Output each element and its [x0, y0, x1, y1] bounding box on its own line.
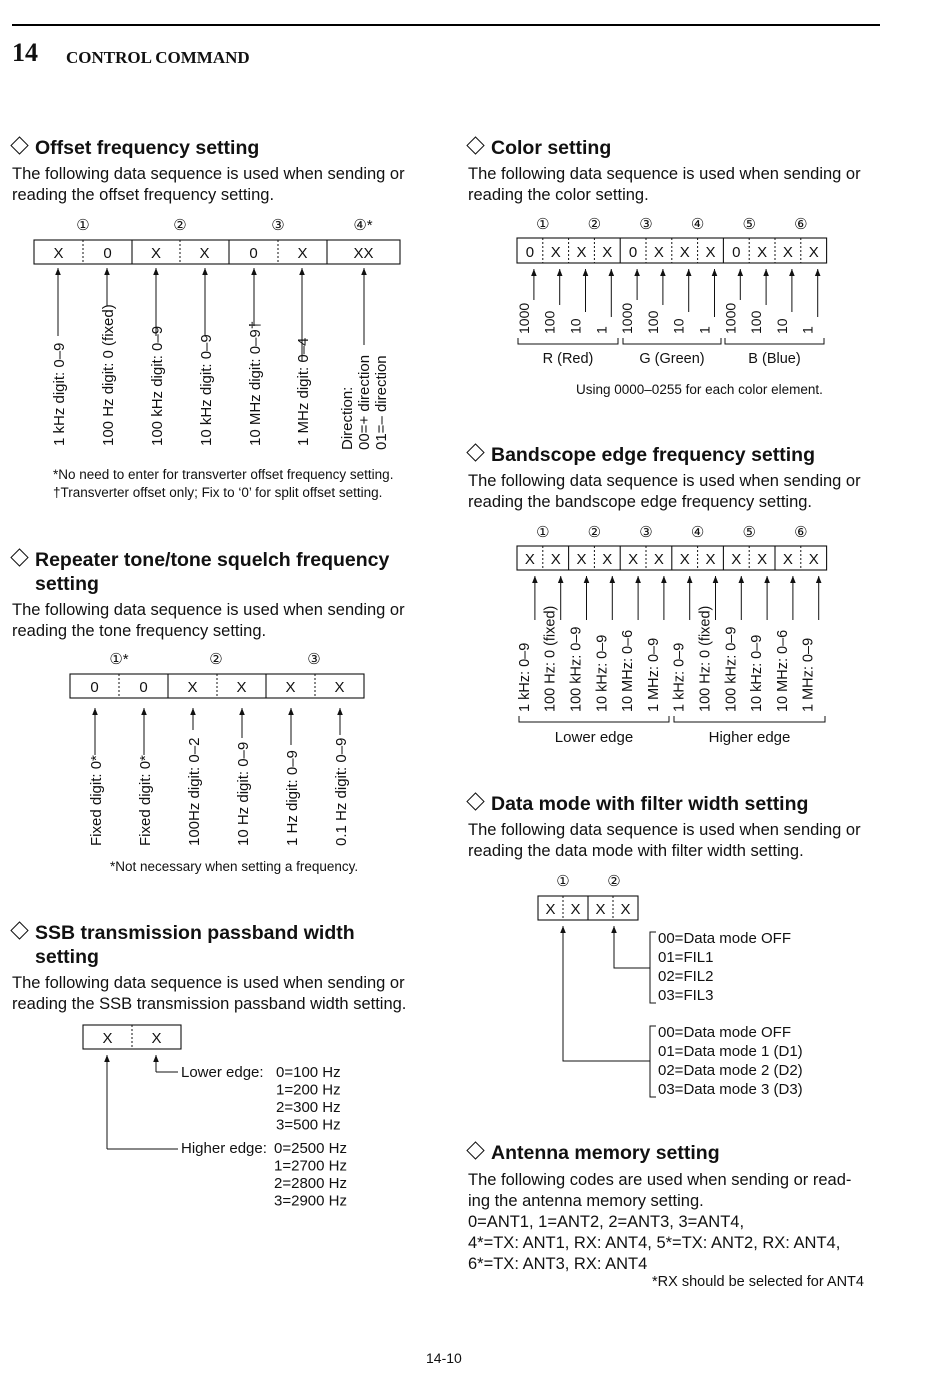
repeater-cell: X [236, 679, 247, 696]
color-cell: X [550, 244, 561, 261]
bandscope-cell: X [550, 551, 561, 568]
datamode-arrow [614, 926, 650, 968]
color-cell: X [705, 244, 716, 261]
bandscope-field-label: 1 MHz: 0–9 [645, 637, 662, 712]
bandscope-title: Bandscope edge frequency setting [491, 444, 815, 466]
ssb-lower-value: 2=300 Hz [276, 1099, 341, 1116]
repeater-cell: X [334, 679, 345, 696]
bandscope-desc-2: reading the bandscope edge frequency setting. [468, 493, 813, 511]
page-number: 14-10 [426, 1350, 462, 1366]
offset-note-1: *No need to enter for transverter offset frequency setting. [53, 467, 394, 482]
color-number: ③ [639, 216, 653, 233]
repeater-note: *Not necessary when setting a frequency. [110, 859, 359, 874]
offset-number: ① [76, 217, 90, 234]
color-digit: 1 [696, 326, 713, 334]
color-desc-2: reading the color setting. [468, 186, 649, 204]
offset-cell: X [150, 245, 162, 262]
color-group-label: B (Blue) [748, 351, 801, 367]
color-number: ⑤ [742, 216, 756, 233]
bandscope-field-label: 100 Hz: 0 (fixed) [542, 605, 559, 712]
bandscope-field-label: 1 MHz: 0–9 [800, 637, 817, 712]
bandscope-cell: X [576, 551, 587, 568]
bandscope-cell: X [524, 551, 535, 568]
color-cell: X [653, 244, 664, 261]
repeater-field-label: Fixed digit: 0* [88, 755, 105, 846]
color-digit: 1000 [515, 302, 532, 334]
antenna-line-3: 0=ANT1, 1=ANT2, 2=ANT3, 3=ANT4, [468, 1213, 745, 1231]
ssb-lower-value: 1=200 Hz [276, 1081, 341, 1099]
bandscope-field-label: 100 kHz: 0–9 [568, 626, 585, 712]
color-group-label: G (Green) [639, 351, 705, 367]
offset-box [34, 240, 400, 264]
offset-note-2: †Transverter offset only; Fix to ‘0’ for split offset setting. [53, 485, 383, 500]
chapter-title: CONTROL COMMAND [66, 48, 250, 67]
color-cell: X [602, 244, 613, 261]
offset-desc-2: reading the offset frequency setting. [12, 186, 275, 204]
color-digit: 1000 [619, 302, 636, 334]
offset-field-label: 100 Hz digit: 0 (fixed) [100, 304, 117, 446]
bandscope-cell: X [705, 551, 716, 568]
color-digit: 10 [773, 318, 790, 334]
repeater-field-label: Fixed digit: 0* [137, 755, 154, 846]
color-cell: 0 [525, 244, 535, 261]
datamode-number: ① [556, 873, 570, 890]
offset-field-label: 100 kHz digit: 0–9 [149, 325, 166, 446]
color-digit: 1 [799, 326, 816, 334]
repeater-title-2: setting [35, 573, 99, 595]
bandscope-cell: X [628, 551, 639, 568]
offset-cell: 0 [249, 245, 258, 262]
color-diagram [516, 216, 827, 367]
bandscope-field-label: 100 kHz: 0–9 [723, 626, 740, 712]
offset-cell: XX [353, 245, 374, 262]
bandscope-field-label: 10 MHz: 0–6 [774, 629, 791, 712]
datamode-filter-value: 00=Data mode OFF [658, 930, 791, 947]
bandscope-field-label: 10 kHz: 0–9 [749, 634, 766, 712]
repeater-number: ①* [109, 651, 129, 668]
color-note: Using 0000–0255 for each color element. [576, 382, 823, 397]
color-bracket [518, 338, 618, 344]
bandscope-group-label: Lower edge [554, 729, 634, 746]
bandscope-number: ① [536, 524, 550, 541]
repeater-desc-1: The following data sequence is used when sending or [12, 601, 405, 619]
bandscope-cell: X [602, 551, 613, 568]
datamode-arrow [563, 926, 650, 1061]
repeater-field-label: 100Hz digit: 0–2 [186, 737, 203, 846]
bandscope-number: ④ [690, 524, 705, 541]
datamode-filter-value: 02=FIL2 [658, 968, 714, 985]
datamode-cell: X [570, 901, 581, 918]
bandscope-number: ③ [639, 524, 653, 541]
bandscope-field-label: 10 kHz: 0–9 [594, 634, 611, 712]
datamode-title: Data mode with filter width setting [491, 793, 809, 815]
ssb-higher-value: 3=2900 Hz [274, 1192, 347, 1210]
bandscope-cell: X [679, 551, 690, 568]
color-cell: X [679, 244, 690, 261]
color-title: Color setting [491, 137, 612, 159]
repeater-diagram [70, 651, 364, 846]
offset-cell: X [199, 245, 210, 262]
color-bracket [725, 338, 824, 344]
offset-direction-minus: 01=– direction [373, 355, 390, 450]
offset-direction-label: Direction: [339, 386, 356, 450]
repeater-field-label: 10 Hz digit: 0–9 [235, 741, 252, 846]
color-digit: 100 [748, 310, 765, 334]
antenna-line-4: 4*=TX: ANT1, RX: ANT4, 5*=TX: ANT2, RX: ANT4, [468, 1234, 841, 1252]
datamode-mode-value: 01=Data mode 1 (D1) [658, 1043, 803, 1060]
offset-title: Offset frequency setting [35, 137, 260, 159]
bandscope-bracket [519, 716, 669, 722]
repeater-cell: X [285, 679, 296, 696]
color-number: ⑥ [794, 216, 808, 233]
color-digit: 10 [567, 318, 584, 334]
antenna-title: Antenna memory setting [491, 1142, 720, 1164]
repeater-cell: X [187, 679, 198, 696]
offset-field-label: 10 kHz digit: 0–9 [198, 334, 215, 446]
repeater-cell: 0 [90, 679, 99, 696]
ssb-higher-value: 2=2800 Hz [274, 1175, 347, 1192]
offset-number: ② [173, 217, 187, 234]
ssb-higher-label: Higher edge: [181, 1140, 267, 1157]
offset-cell: X [53, 245, 64, 262]
offset-desc-1: The following data sequence is used when sending or [12, 165, 405, 183]
bandscope-number: ⑥ [794, 524, 808, 541]
antenna-line-5: 6*=TX: ANT3, RX: ANT4 [468, 1255, 648, 1273]
ssb-cell: X [102, 1030, 113, 1047]
ssb-desc-1: The following data sequence is used when sending or [12, 974, 405, 992]
color-digit: 100 [541, 310, 558, 334]
repeater-number: ③ [307, 651, 321, 668]
offset-diagram [34, 217, 400, 450]
color-bracket [623, 338, 721, 344]
datamode-mode-value: 03=Data mode 3 (D3) [658, 1081, 803, 1098]
offset-cell: X [297, 245, 308, 262]
color-cell: 0 [732, 244, 741, 261]
ssb-lower-label: Lower edge: [181, 1064, 264, 1081]
color-cell: X [808, 244, 819, 261]
datamode-bracket [650, 932, 656, 1003]
offset-field-label: 10 MHz digit: 0–9† [247, 320, 264, 446]
ssb-lower-value: 0=100 Hz [276, 1064, 341, 1081]
bandscope-group-label: Higher edge [708, 729, 791, 746]
bandscope-cell: X [653, 551, 664, 568]
color-cell: X [576, 244, 587, 261]
offset-number: ④* [353, 217, 373, 234]
bandscope-field-label: 10 MHz: 0–6 [620, 629, 637, 712]
color-number: ① [536, 216, 550, 233]
antenna-line-2: ing the antenna memory setting. [468, 1192, 704, 1210]
ssb-title-2: setting [35, 946, 99, 968]
datamode-mode-value: 02=Data mode 2 (D2) [658, 1062, 803, 1079]
color-desc-1: The following data sequence is used when sending or [468, 165, 861, 183]
bandscope-cell: X [782, 551, 793, 568]
datamode-desc-1: The following data sequence is used when sending or [468, 821, 861, 839]
offset-field-label: 1 kHz digit: 0–9 [51, 342, 68, 446]
offset-number: ③ [271, 217, 285, 234]
chapter-number: 14 [12, 38, 38, 67]
datamode-number: ② [607, 873, 621, 890]
datamode-cell: X [595, 901, 606, 918]
repeater-field-label: 1 Hz digit: 0–9 [284, 750, 301, 846]
ssb-lower-value: 3=500 Hz [276, 1116, 341, 1134]
bandscope-cell: X [808, 551, 819, 568]
bandscope-diagram [517, 524, 827, 746]
repeater-desc-2: reading the tone frequency setting. [12, 622, 267, 640]
color-number: ④ [690, 216, 705, 233]
bandscope-cell: X [731, 551, 742, 568]
repeater-cell: 0 [139, 679, 148, 696]
ssb-cell: X [151, 1030, 162, 1047]
color-group-label: R (Red) [542, 351, 594, 367]
color-digit: 1 [593, 326, 610, 334]
offset-direction-plus: 00=+ direction [356, 354, 373, 450]
bandscope-number: ⑤ [742, 524, 756, 541]
bandscope-field-label: 1 kHz: 0–9 [516, 642, 533, 712]
ssb-desc-2: reading the SSB transmission passband width setting. [12, 995, 407, 1013]
ssb-title-1: SSB transmission passband width [35, 922, 355, 944]
datamode-cell: X [620, 901, 631, 918]
datamode-desc-2: reading the data mode with filter width setting. [468, 842, 804, 860]
bandscope-cell: X [757, 551, 768, 568]
datamode-cell: X [545, 901, 556, 918]
repeater-title-1: Repeater tone/tone squelch frequency [35, 549, 390, 571]
color-cell: X [782, 244, 793, 261]
bandscope-bracket [674, 716, 825, 722]
antenna-line-1: The following codes are used when sending or read- [468, 1171, 852, 1189]
bandscope-number: ② [587, 524, 602, 541]
offset-field-label: 1 MHz digit: 0–4 [295, 337, 312, 446]
ssb-higher-value: 0=2500 Hz [274, 1140, 347, 1157]
datamode-bracket [650, 1026, 656, 1097]
color-cell: 0 [628, 244, 638, 261]
ssb-higher-value: 1=2700 Hz [274, 1157, 347, 1175]
datamode-filter-value: 03=FIL3 [658, 987, 714, 1004]
repeater-number: ② [209, 651, 223, 668]
bandscope-field-label: 100 Hz: 0 (fixed) [697, 605, 714, 712]
bandscope-field-label: 1 kHz: 0–9 [671, 642, 688, 712]
antenna-note: *RX should be selected for ANT4 [652, 1274, 864, 1290]
offset-cell: 0 [103, 245, 112, 262]
datamode-diagram [538, 873, 803, 1098]
color-digit: 1000 [722, 302, 739, 334]
datamode-filter-value: 01=FIL1 [658, 949, 714, 966]
color-digit: 10 [670, 318, 687, 334]
ssb-diagram [83, 1025, 347, 1210]
color-number: ② [587, 216, 602, 233]
datamode-mode-value: 00=Data mode OFF [658, 1024, 791, 1041]
color-digit: 100 [644, 310, 661, 334]
color-cell: X [757, 244, 768, 261]
repeater-field-label: 0.1 Hz digit: 0–9 [333, 737, 350, 846]
bandscope-desc-1: The following data sequence is used when sending or [468, 472, 861, 490]
